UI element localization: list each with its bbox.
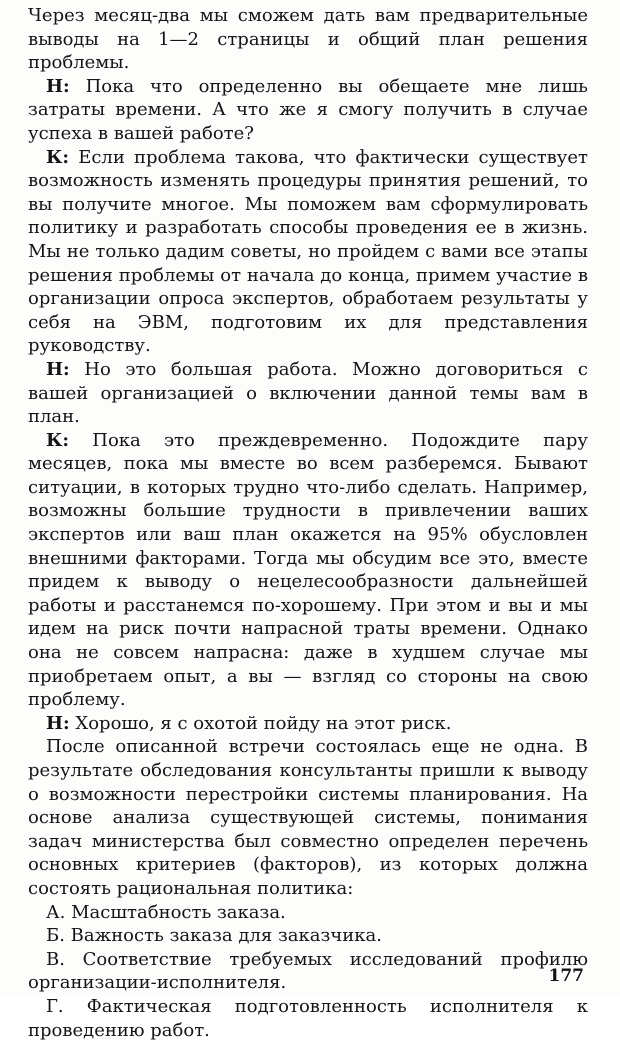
paragraph-text: Если проблема такова, что фактически существует возможность изменять процедуры принятия решений, то вы получите многое. Мы поможем вам сформулировать политику и разработать способы проведения ее в жизнь. Мы не только дадим советы, но пройдем с вами все этапы решения проблемы от начала до конца, примем участие в организации опроса экспертов, обработаем результаты у себя на ЭВМ, подготовим их для представления руководству.: [28, 146, 588, 357]
speaker-label: К:: [46, 146, 70, 168]
dialogue-paragraph: [28, 429, 588, 712]
criteria-item: [28, 924, 588, 948]
criteria-text: А. Масштабность заказа.: [46, 901, 286, 923]
paragraph-text: Но это большая работа. Можно договориться с вашей организацией о включении данной темы вам в план.: [28, 358, 588, 428]
dialogue-paragraph: [28, 75, 588, 146]
criteria-item: [28, 948, 588, 995]
page-number: 177: [548, 966, 584, 986]
criteria-item: [28, 995, 588, 1042]
dialogue-paragraph: [28, 146, 588, 358]
criteria-text: Г. Фактическая подготовленность исполнителя к проведению работ.: [28, 995, 588, 1041]
paragraph-text: Пока это преждевременно. Подождите пару месяцев, пока мы вместе во всем разберемся. Бывают ситуации, в которых трудно что-либо сделать. Например, возможны большие трудности в привлечении ваших экспертов или ваш план окажется на 95% обусловлен внешними факторами. Тогда мы обсудим все это, вместе придем к выводу о нецелесообразности дальнейшей работы и расстанемся по-хорошему. При этом и вы и мы идем на риск почти напрасной траты времени. Однако она не совсем напрасна: даже в худшем случае мы приобретаем опыт, а вы — взгляд со стороны на свою проблему.: [28, 429, 588, 711]
narrative-paragraph: [28, 735, 588, 900]
criteria-text: Б. Важность заказа для заказчика.: [46, 925, 382, 947]
criteria-item: [28, 901, 588, 925]
speaker-label: Н:: [46, 358, 70, 380]
page-body: [28, 4, 588, 1042]
speaker-label: Н:: [46, 75, 70, 97]
paragraph-text: Пока что определенно вы обещаете мне лишь затраты времени. А что же я смогу получить в случае успеха в вашей работе?: [28, 75, 588, 144]
paragraph-text: После описанной встречи состоялась еще не одна. В результате обследования консультанты пришли к выводу о возможности перестройки системы планирования. На основе анализа существующей системы, понимания задач министерства был совместно определен перечень основных критериев (факторов), из которых должна состоять рациональная политика:: [28, 736, 588, 899]
dialogue-paragraph: [28, 358, 588, 429]
dialogue-paragraph: [28, 712, 588, 736]
paragraph-text: Хорошо, я с охотой пойду на этот риск.: [75, 712, 452, 734]
paragraph-continuation: [28, 4, 588, 75]
speaker-label: К:: [46, 429, 70, 451]
criteria-text: В. Соответствие требуемых исследований профилю организации-исполнителя.: [28, 948, 588, 994]
paragraph-text: Через месяц-два мы сможем дать вам предварительные выводы на 1—2 страницы и общий план решения проблемы.: [28, 5, 588, 74]
speaker-label: Н:: [46, 712, 70, 734]
